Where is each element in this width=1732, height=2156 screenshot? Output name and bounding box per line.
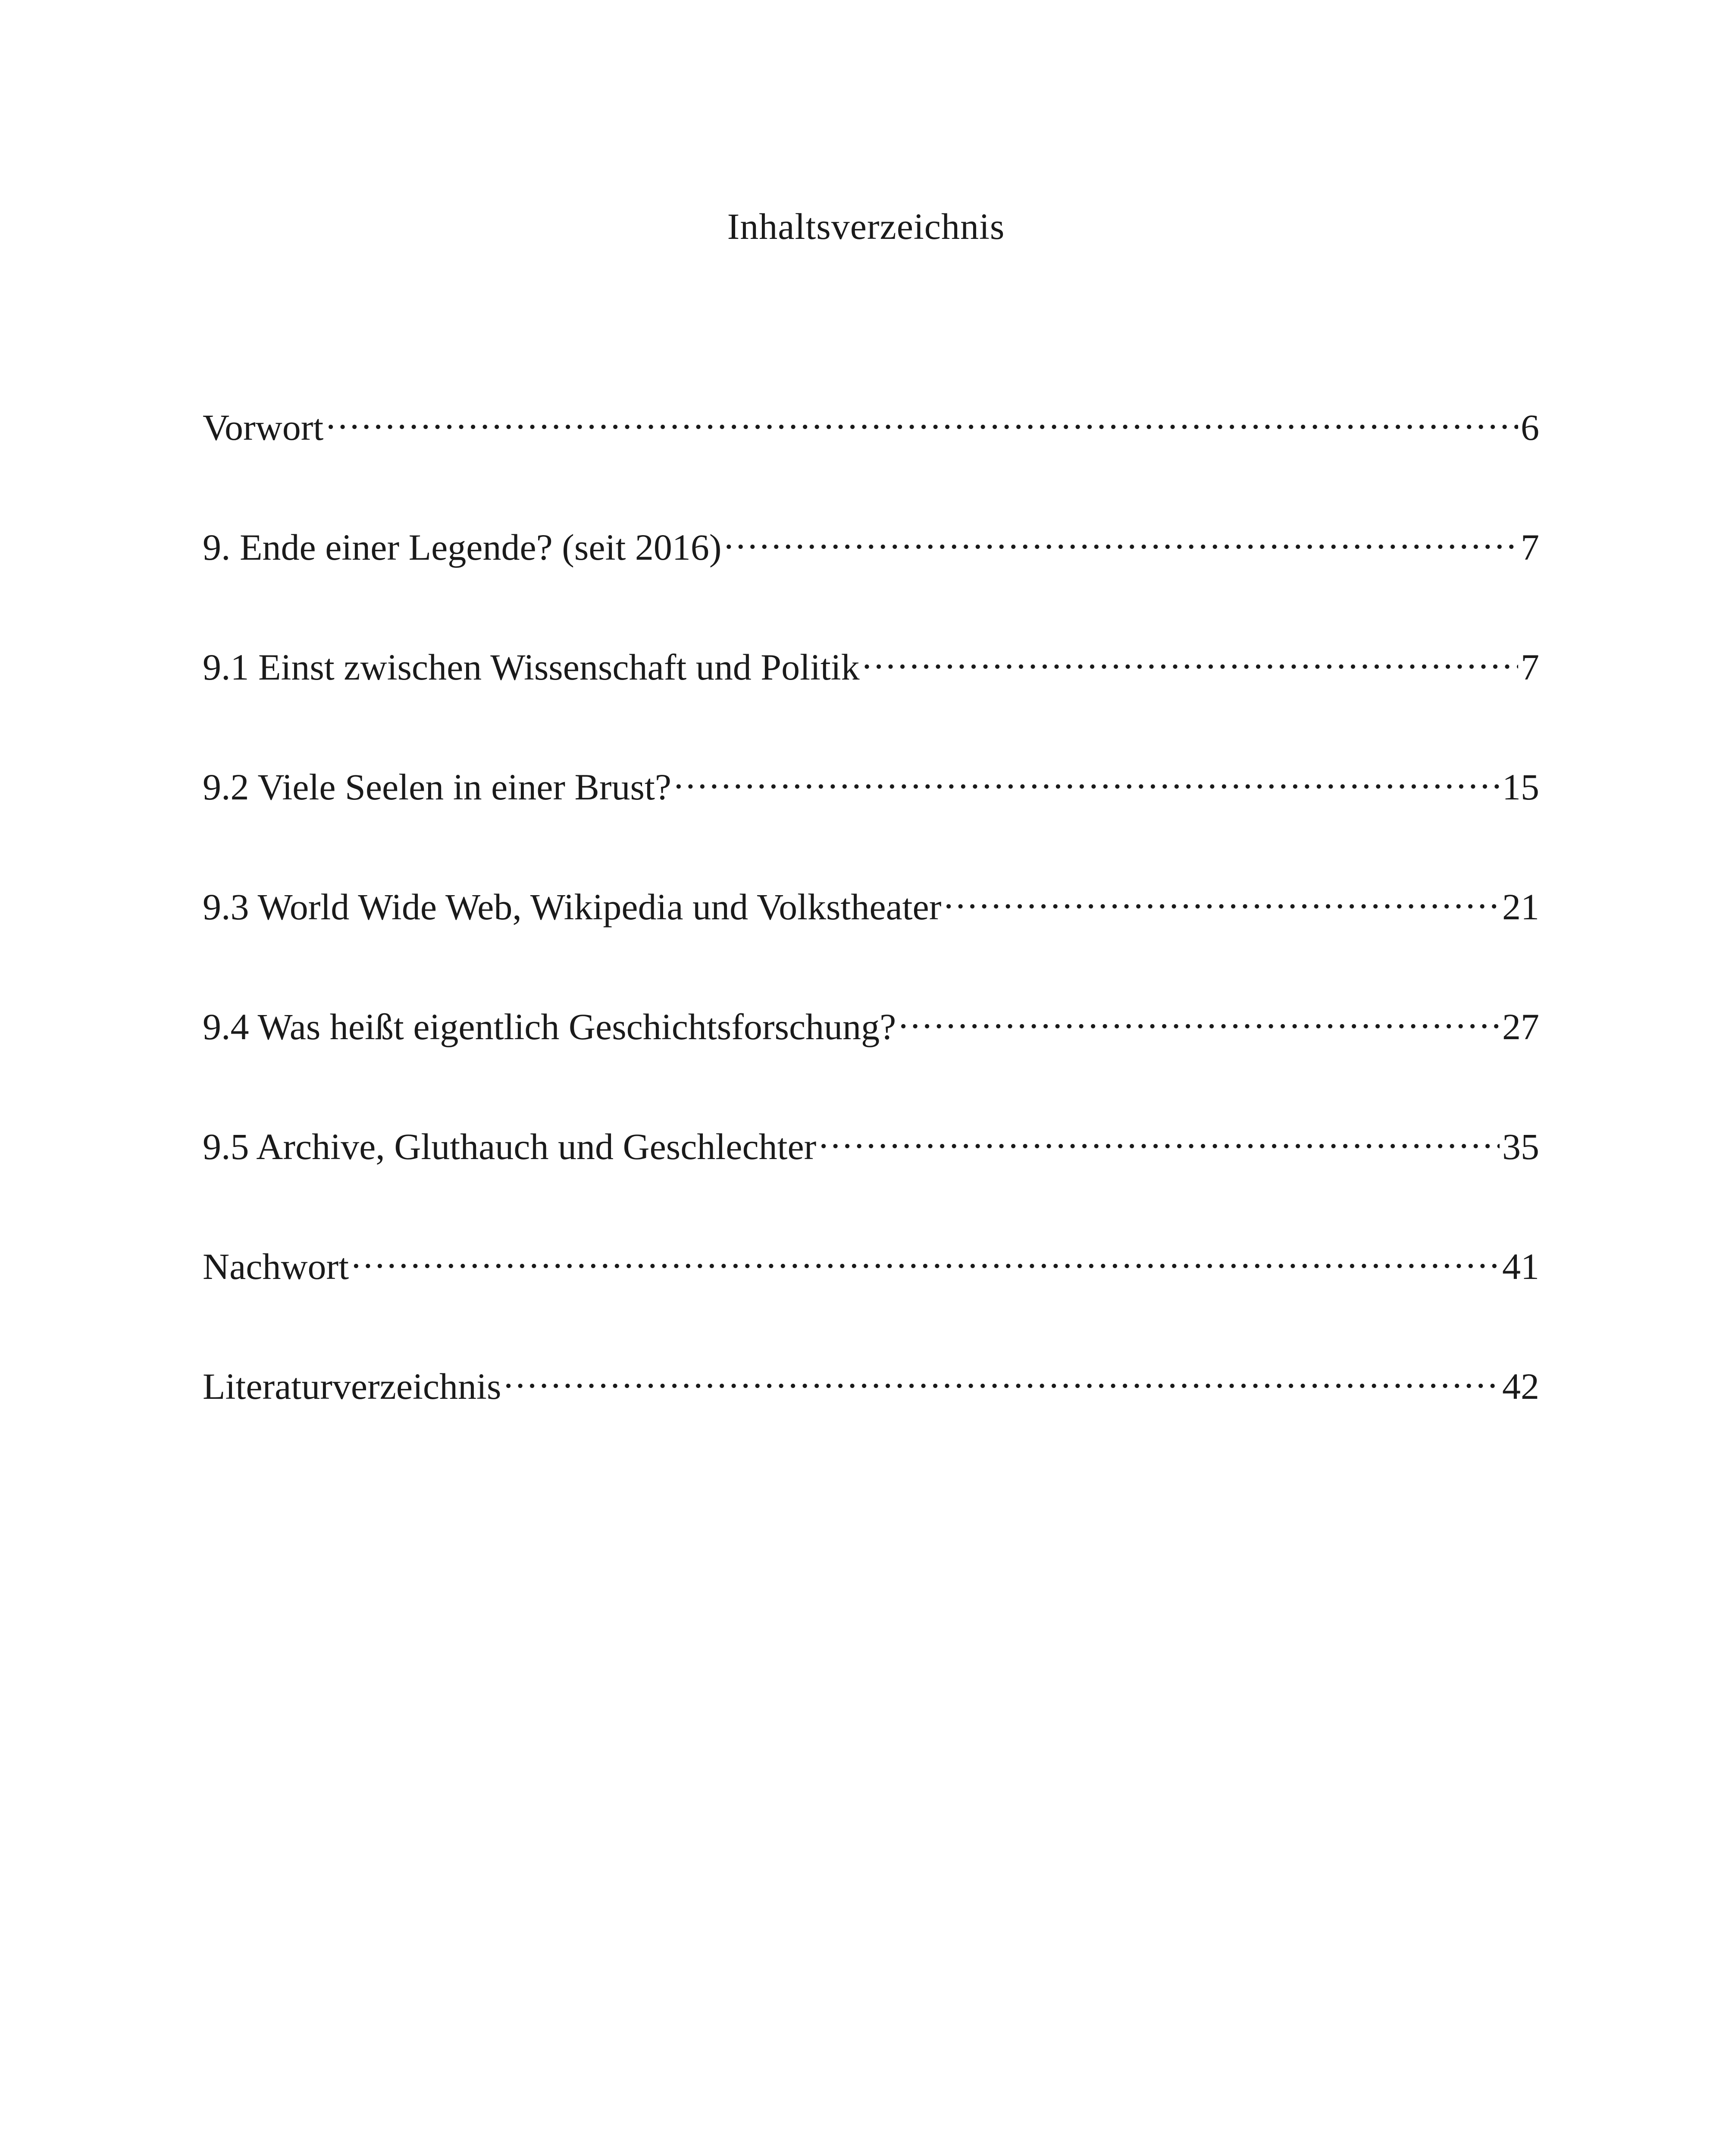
dot-leader xyxy=(674,752,1500,799)
toc-entry-page-number: 7 xyxy=(1521,646,1539,688)
toc-entry-page-number: 35 xyxy=(1502,1126,1539,1167)
toc-entry-page-number: 21 xyxy=(1502,886,1539,928)
toc-entry-literaturverzeichnis[interactable] xyxy=(203,1351,1539,1471)
toc-entry-section-9-3[interactable] xyxy=(203,872,1539,992)
toc-entry-label: 9.4 Was heißt eigentlich Geschichtsforschung? xyxy=(203,1006,896,1047)
toc-entry-section-9-2[interactable] xyxy=(203,752,1539,872)
dot-leader xyxy=(504,1351,1500,1399)
toc-entry-nachwort[interactable] xyxy=(203,1232,1539,1351)
toc-entry-label: 9.5 Archive, Gluthauch und Geschlechter xyxy=(203,1126,817,1167)
toc-entry-page-number: 15 xyxy=(1502,766,1539,808)
dot-leader xyxy=(326,392,1518,440)
toc-entry-section-9-1[interactable] xyxy=(203,632,1539,752)
toc-entry-chapter-9[interactable] xyxy=(203,512,1539,632)
dot-leader xyxy=(944,872,1500,919)
toc-entry-label: 9.2 Viele Seelen in einer Brust? xyxy=(203,766,672,808)
toc-entry-label: Vorwort xyxy=(203,407,324,448)
toc-entry-page-number: 7 xyxy=(1521,526,1539,568)
table-of-contents xyxy=(203,392,1539,1471)
toc-entry-vorwort[interactable] xyxy=(203,392,1539,512)
toc-entry-label: Literaturverzeichnis xyxy=(203,1366,501,1407)
toc-entry-section-9-5[interactable] xyxy=(203,1112,1539,1232)
toc-entry-section-9-4[interactable] xyxy=(203,992,1539,1112)
toc-entry-label: 9. Ende einer Legende? (seit 2016) xyxy=(203,526,722,568)
page-title: Inhaltsverzeichnis xyxy=(727,206,1005,247)
toc-entry-label: 9.1 Einst zwischen Wissenschaft und Politik xyxy=(203,646,860,688)
toc-entry-label: Nachwort xyxy=(203,1246,349,1287)
toc-entry-page-number: 27 xyxy=(1502,1006,1539,1047)
toc-entry-label: 9.3 World Wide Web, Wikipedia und Volkstheater xyxy=(203,886,942,928)
toc-entry-page-number: 6 xyxy=(1521,407,1539,448)
dot-leader xyxy=(819,1112,1500,1159)
dot-leader xyxy=(724,512,1519,560)
dot-leader xyxy=(862,632,1518,680)
dot-leader xyxy=(899,992,1500,1039)
toc-entry-page-number: 41 xyxy=(1502,1246,1539,1287)
toc-entry-page-number: 42 xyxy=(1502,1366,1539,1407)
dot-leader xyxy=(351,1232,1500,1279)
